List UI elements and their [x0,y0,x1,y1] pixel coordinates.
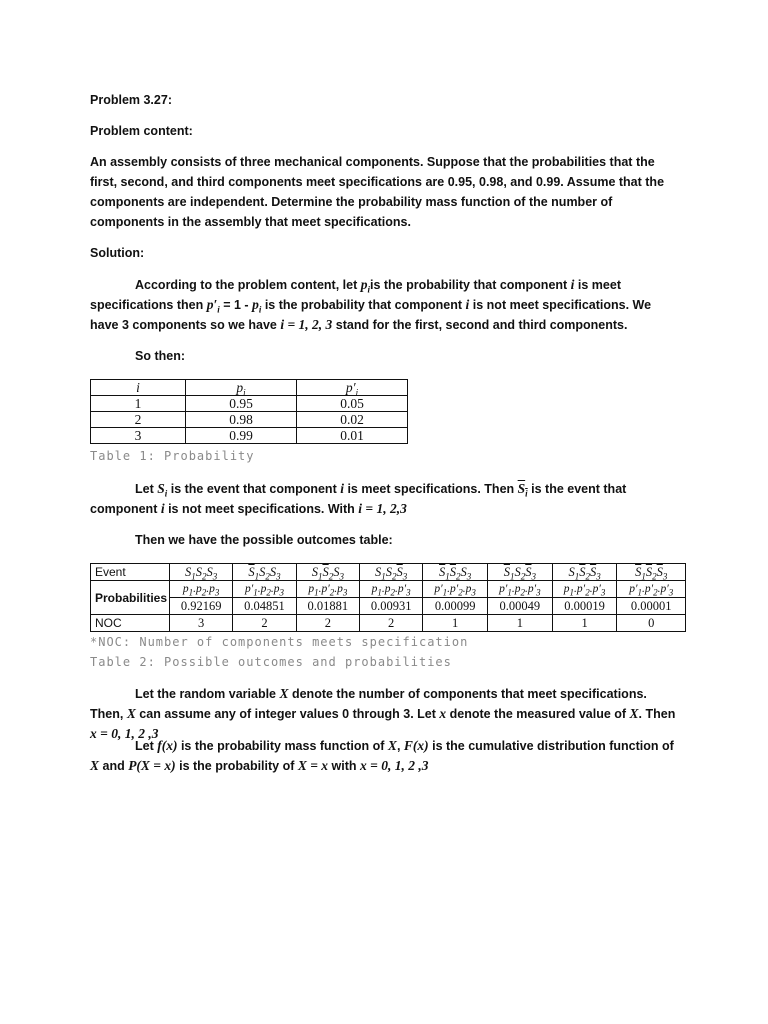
table1-cell: 0.98 [186,412,297,428]
problem-heading: Problem 3.27: [90,93,172,107]
solution-paragraph-4: Let f(x) is the probability mass function of X, F(x) is the cumulative distribution function of X and P(X = x) is the probability of X = x with x = 0, 1, 2 ,3 [90,738,674,773]
solution-paragraph-1: According to the problem content, let $p_iis$ the probability that component i is meet specifications then $p'_i = 1 - p_i$ is the probability that component i is not meet specifications. We have 3 components so we have i = 1, 2, 3 stand for the first, second and third components. [90,277,652,332]
problem-content-heading: Problem content: [90,124,193,138]
probability-value: 0.00099 [423,598,488,615]
event-cell: $S_1\overline{S}_2\overline{S}_3$ [552,564,617,581]
probability-value: 0.00931 [359,598,422,615]
probability-value: 0.00049 [488,598,553,615]
event-cell: $\overline{S}_1\overline{S}_2S_3$ [423,564,488,581]
noc-note: *NOC: Number of components meets specification [90,635,469,649]
formula-cell: $p'_1.p_2.p'_3$ [488,581,553,598]
event-cell: $S_1\overline{S}_2S_3$ [296,564,359,581]
so-then-text: So then: [135,349,185,363]
probability-value: 0.01881 [296,598,359,615]
table-row [91,598,686,615]
formula-cell: $p_1.p'_2.p'_3$ [552,581,617,598]
formula-cell: $p'_1.p'_2.p'_3$ [617,581,686,598]
solution-paragraph-2: Let $S_i$ is the event that component i is meet specifications. Then $S_i$ is the event that component i is not meet specifications. With i = 1, 2,3 [90,481,627,516]
table1-cell: 2 [91,412,186,428]
probability-table [90,379,408,444]
event-cell: $\overline{S}_1S_2\overline{S}_3$ [488,564,553,581]
table-row [91,581,686,598]
event-cell: $\overline{S}_1\overline{S}_2\overline{S}_3$ [617,564,686,581]
probabilities-label: Probabilities [91,581,170,615]
noc-value: 1 [488,615,553,632]
table-row [91,412,408,428]
table-row [91,564,686,581]
noc-label: NOC [91,615,170,632]
table1-header-pi-prime: $p'_i$ [297,380,408,396]
table-row [91,396,408,412]
probability-value: 0.00001 [617,598,686,615]
table-row [91,615,686,632]
table1-cell: 0.01 [297,428,408,444]
event-label: Event [91,564,170,581]
table1-cell: 0.95 [186,396,297,412]
outcomes-intro: Then we have the possible outcomes table: [135,533,393,547]
table1-header-pi: $p_i$ [186,380,297,396]
formula-cell: $p'_1.p'_2.p_3$ [423,581,488,598]
formula-cell: $p_1.p_2.p'_3$ [359,581,422,598]
event-cell: $S_1S_2\overline{S}_3$ [359,564,422,581]
table1-caption: Table 1: Probability [90,449,255,463]
table2-caption: Table 2: Possible outcomes and probabilities [90,655,452,669]
solution-heading: Solution: [90,246,145,260]
formula-cell: $p'_1.p_2.p_3$ [233,581,296,598]
table1-header-i: i [91,380,186,396]
outcomes-table [90,563,686,632]
table1-cell: 0.99 [186,428,297,444]
problem-statement: An assembly consists of three mechanical components. Suppose that the probabilities that the first, second, and third components meet specifications are 0.95, 0.98, and 0.99. Assume that the components are independent. Determine the probability mass function of the number of components in the assembly that meet specifications. [90,155,665,229]
table1-cell: 0.05 [297,396,408,412]
noc-value: 3 [170,615,233,632]
probability-value: 0.00019 [552,598,617,615]
probability-value: 0.92169 [170,598,233,615]
event-cell: $\overline{S}_1S_2S_3$ [233,564,296,581]
noc-value: 2 [359,615,422,632]
event-cell: $S_1S_2S_3$ [170,564,233,581]
table1-cell: 3 [91,428,186,444]
probability-value: 0.04851 [233,598,296,615]
noc-value: 2 [233,615,296,632]
noc-value: 1 [423,615,488,632]
noc-value: 0 [617,615,686,632]
table-row [91,428,408,444]
formula-cell: $p_1.p'_2.p_3$ [296,581,359,598]
formula-cell: $p_1.p_2.p_3$ [170,581,233,598]
table1-cell: 1 [91,396,186,412]
noc-value: 1 [552,615,617,632]
table1-cell: 0.02 [297,412,408,428]
noc-value: 2 [296,615,359,632]
solution-paragraph-3: Let the random variable X denote the number of components that meet specifications. Then, X can assume any of integer values 0 through 3. Let x denote the measured value of X. Then x = 0, 1, 2 ,3 [90,686,676,741]
